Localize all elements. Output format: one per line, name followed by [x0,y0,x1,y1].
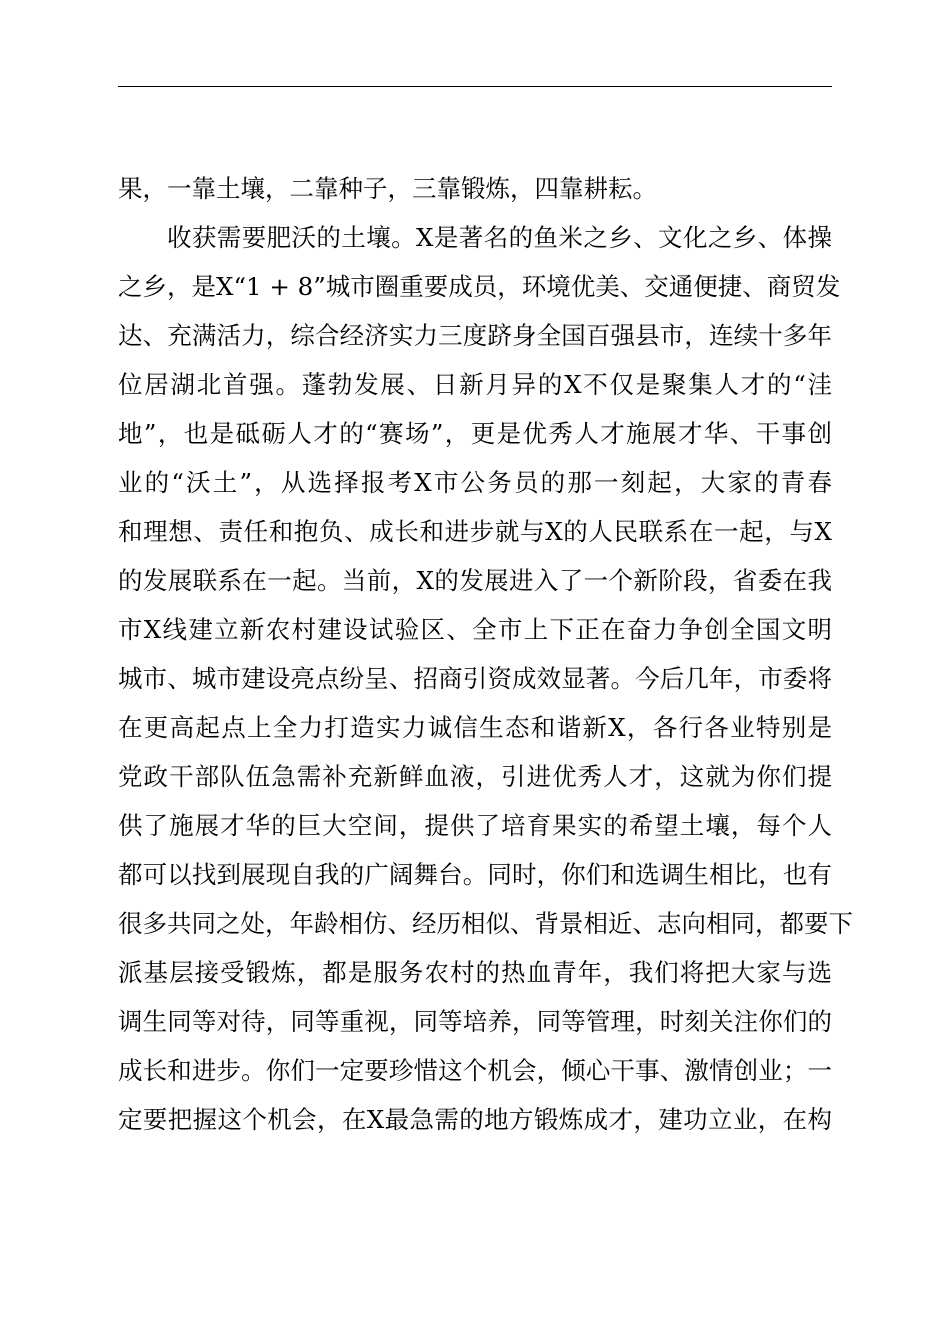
body-text [118,164,853,1144]
text-line: 业的“沃土”，从选择报考X市公务员的那一刻起，大家的青春 [118,468,832,497]
text-line: 果，一靠土壤，二靠种子，三靠锻炼，四靠耕耘。 [118,174,657,203]
header-rule [118,86,832,87]
text-line: 达、充满活力，综合经济实力三度跻身全国百强县市，连续十多年 [118,321,832,350]
text-line: 很多共同之处，年龄相仿、经历相似、背景相近、志向相同，都要下 [118,909,853,938]
text-line: 城市、城市建设亮点纷呈、招商引资成效显著。今后几年，市委将 [118,664,832,693]
text-line: 收获需要肥沃的土壤。X是著名的鱼米之乡、文化之乡、体操 [167,223,832,252]
text-line: 市X线建立新农村建设试验区、全市上下正在奋力争创全国文明 [118,615,832,644]
text-line: 派基层接受锻炼，都是服务农村的热血青年，我们将把大家与选 [118,958,832,987]
text-line: 都可以找到展现自我的广阔舞台。同时，你们和选调生相比，也有 [118,860,832,889]
text-line: 位居湖北首强。蓬勃发展、日新月异的X不仅是聚集人才的“洼 [118,370,832,399]
text-line: 供了施展才华的巨大空间，提供了培育果实的希望土壤，每个人 [118,811,832,840]
text-line: 之乡，是X“1 + 8”城市圈重要成员，环境优美、交通便捷、商贸发 [118,272,841,301]
text-line: 党政干部队伍急需补充新鲜血液，引进优秀人才，这就为你们提 [118,762,832,791]
text-line: 定要把握这个机会，在X最急需的地方锻炼成才，建功立业，在构 [118,1105,832,1134]
text-line: 和理想、责任和抱负、成长和进步就与X的人民联系在一起，与X [118,517,832,546]
text-line: 调生同等对待，同等重视，同等培养，同等管理，时刻关注你们的 [118,1007,832,1036]
text-line: 在更高起点上全力打造实力诚信生态和谐新X，各行各业特别是 [118,713,832,742]
text-line: 的发展联系在一起。当前，X的发展进入了一个新阶段，省委在我 [118,566,832,595]
text-line: 成长和进步。你们一定要珍惜这个机会，倾心干事、激情创业；一 [118,1056,832,1085]
text-line: 地”，也是砥砺人才的“赛场”，更是优秀人才施展才华、干事创 [118,419,832,448]
